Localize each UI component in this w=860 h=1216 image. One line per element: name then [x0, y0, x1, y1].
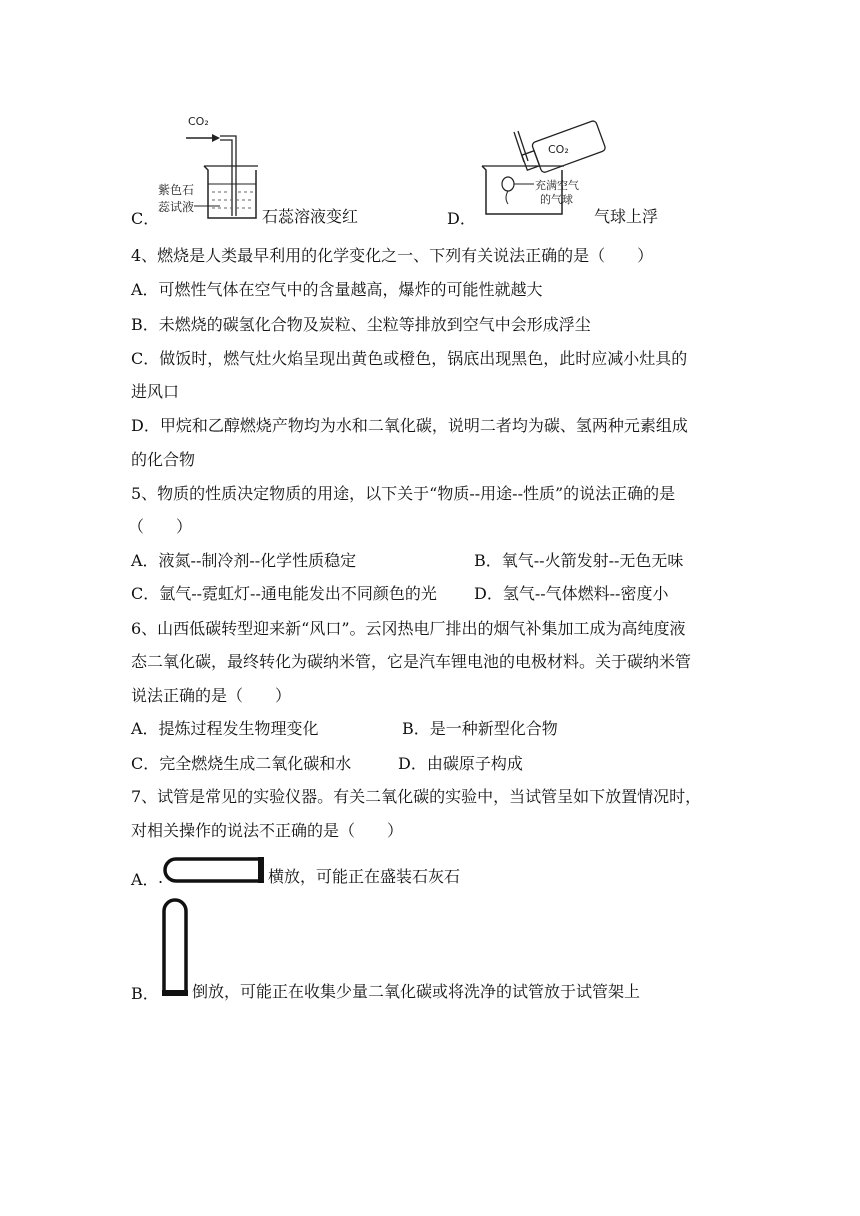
- q6-stem-line3: 说法正确的是（ ）: [131, 686, 292, 705]
- q7-option-a-text: 横放，可能正在盛装石灰石: [268, 867, 461, 886]
- fig-d-balloon-label-1: 充满空气: [535, 179, 579, 192]
- q4-option-b: B．未燃烧的碳氢化合物及炭粒、尘粒等排放到空气中会形成浮尘: [131, 315, 591, 334]
- q6-option-c: C．完全燃烧生成二氧化碳和水: [131, 754, 352, 773]
- fig-c-tube: [220, 136, 236, 216]
- q7-stem-line1: 7、试管是常见的实验仪器。有关二氧化碳的实验中，当试管呈如下放置情况时，: [131, 787, 702, 806]
- fig-d-bottle-neck: [522, 151, 540, 170]
- fig-d-bottle-label: CO₂: [548, 143, 569, 156]
- q4-option-a: A．可燃性气体在空气中的含量越高，爆炸的可能性就越大: [131, 280, 543, 299]
- fig-c-arrow-head: [212, 134, 220, 142]
- q6-option-d: D．由碳原子构成: [398, 754, 523, 773]
- q5-option-d: D．氢气--气体燃料--密度小: [474, 584, 669, 603]
- q4-option-d-line2: 的化合物: [131, 450, 196, 469]
- q6-stem-line2: 态二氧化碳，最终转化为碳纳米管，它是汽车锂电池的电极材料。关于碳纳米管: [131, 652, 692, 671]
- fig-d-balloon-label-2: 的气球: [540, 193, 573, 206]
- q4-stem: 4、燃烧是人类最早利用的化学变化之一、下列有关说法正确的是（ ）: [131, 246, 654, 265]
- q5-option-b: B．氧气--火箭发射--无色无味: [474, 551, 684, 570]
- q7-option-b-text: 倒放，可能正在收集少量二氧化碳或将洗净的试管放于试管架上: [192, 982, 641, 1001]
- q6-stem-line1: 6、山西低碳转型迎来新“风口”。云冈热电厂排出的烟气补集加工成为高纯度液: [131, 619, 686, 638]
- q5-stem-line1: 5、物质的性质决定物质的用途，以下关于“物质--用途--性质”的说法正确的是: [131, 484, 676, 503]
- q3-option-d-letter: D．: [447, 209, 476, 228]
- inverted-test-tube-icon: [160, 897, 190, 999]
- q7-option-b-letter: B．: [131, 984, 159, 1003]
- q3-option-c-letter: C．: [131, 209, 160, 228]
- q4-option-d-line1: D．甲烷和乙醇燃烧产物均为水和二氧化碳，说明二者均为碳、氢两种元素组成: [131, 416, 688, 435]
- q7-stem-line2: 对相关操作的说法不正确的是（ ）: [131, 821, 404, 840]
- q6-option-b: B．是一种新型化合物: [402, 719, 558, 738]
- q7-option-a-letter: A．: [131, 870, 159, 889]
- q7-option-a-dot: .: [158, 868, 164, 887]
- q5-stem-line2: （ ）: [128, 517, 193, 536]
- fig-d-glass-rod: [514, 132, 524, 162]
- fig-d-balloon: [502, 177, 514, 191]
- q4-option-c-line1: C．做饭时，燃气灶火焰呈现出黄色或橙色，锅底出现黑色，此时应减小灶具的: [131, 349, 688, 368]
- fig-c-gas-label: CO₂: [188, 115, 209, 128]
- q6-option-a: A．提炼过程发生物理变化: [131, 719, 319, 738]
- fig-d-bottle: [531, 120, 606, 173]
- fig-c-beaker: [204, 166, 256, 218]
- q3-option-c-text: 石蕊溶液变红: [262, 207, 359, 226]
- fig-c-liquid-label-1: 紫色石: [158, 183, 195, 197]
- fig-c-tube-inner: [220, 140, 232, 216]
- q5-option-c: C．氩气--霓虹灯--通电能发出不同颜色的光: [131, 584, 437, 603]
- horizontal-test-tube-icon: [162, 855, 266, 885]
- q5-option-a: A．液氮--制冷剂--化学性质稳定: [131, 551, 357, 570]
- q3-option-d-text: 气球上浮: [594, 207, 659, 226]
- fig-c-liquid-label-2: 蕊试液: [158, 200, 195, 214]
- q4-option-c-line2: 进风口: [131, 382, 180, 401]
